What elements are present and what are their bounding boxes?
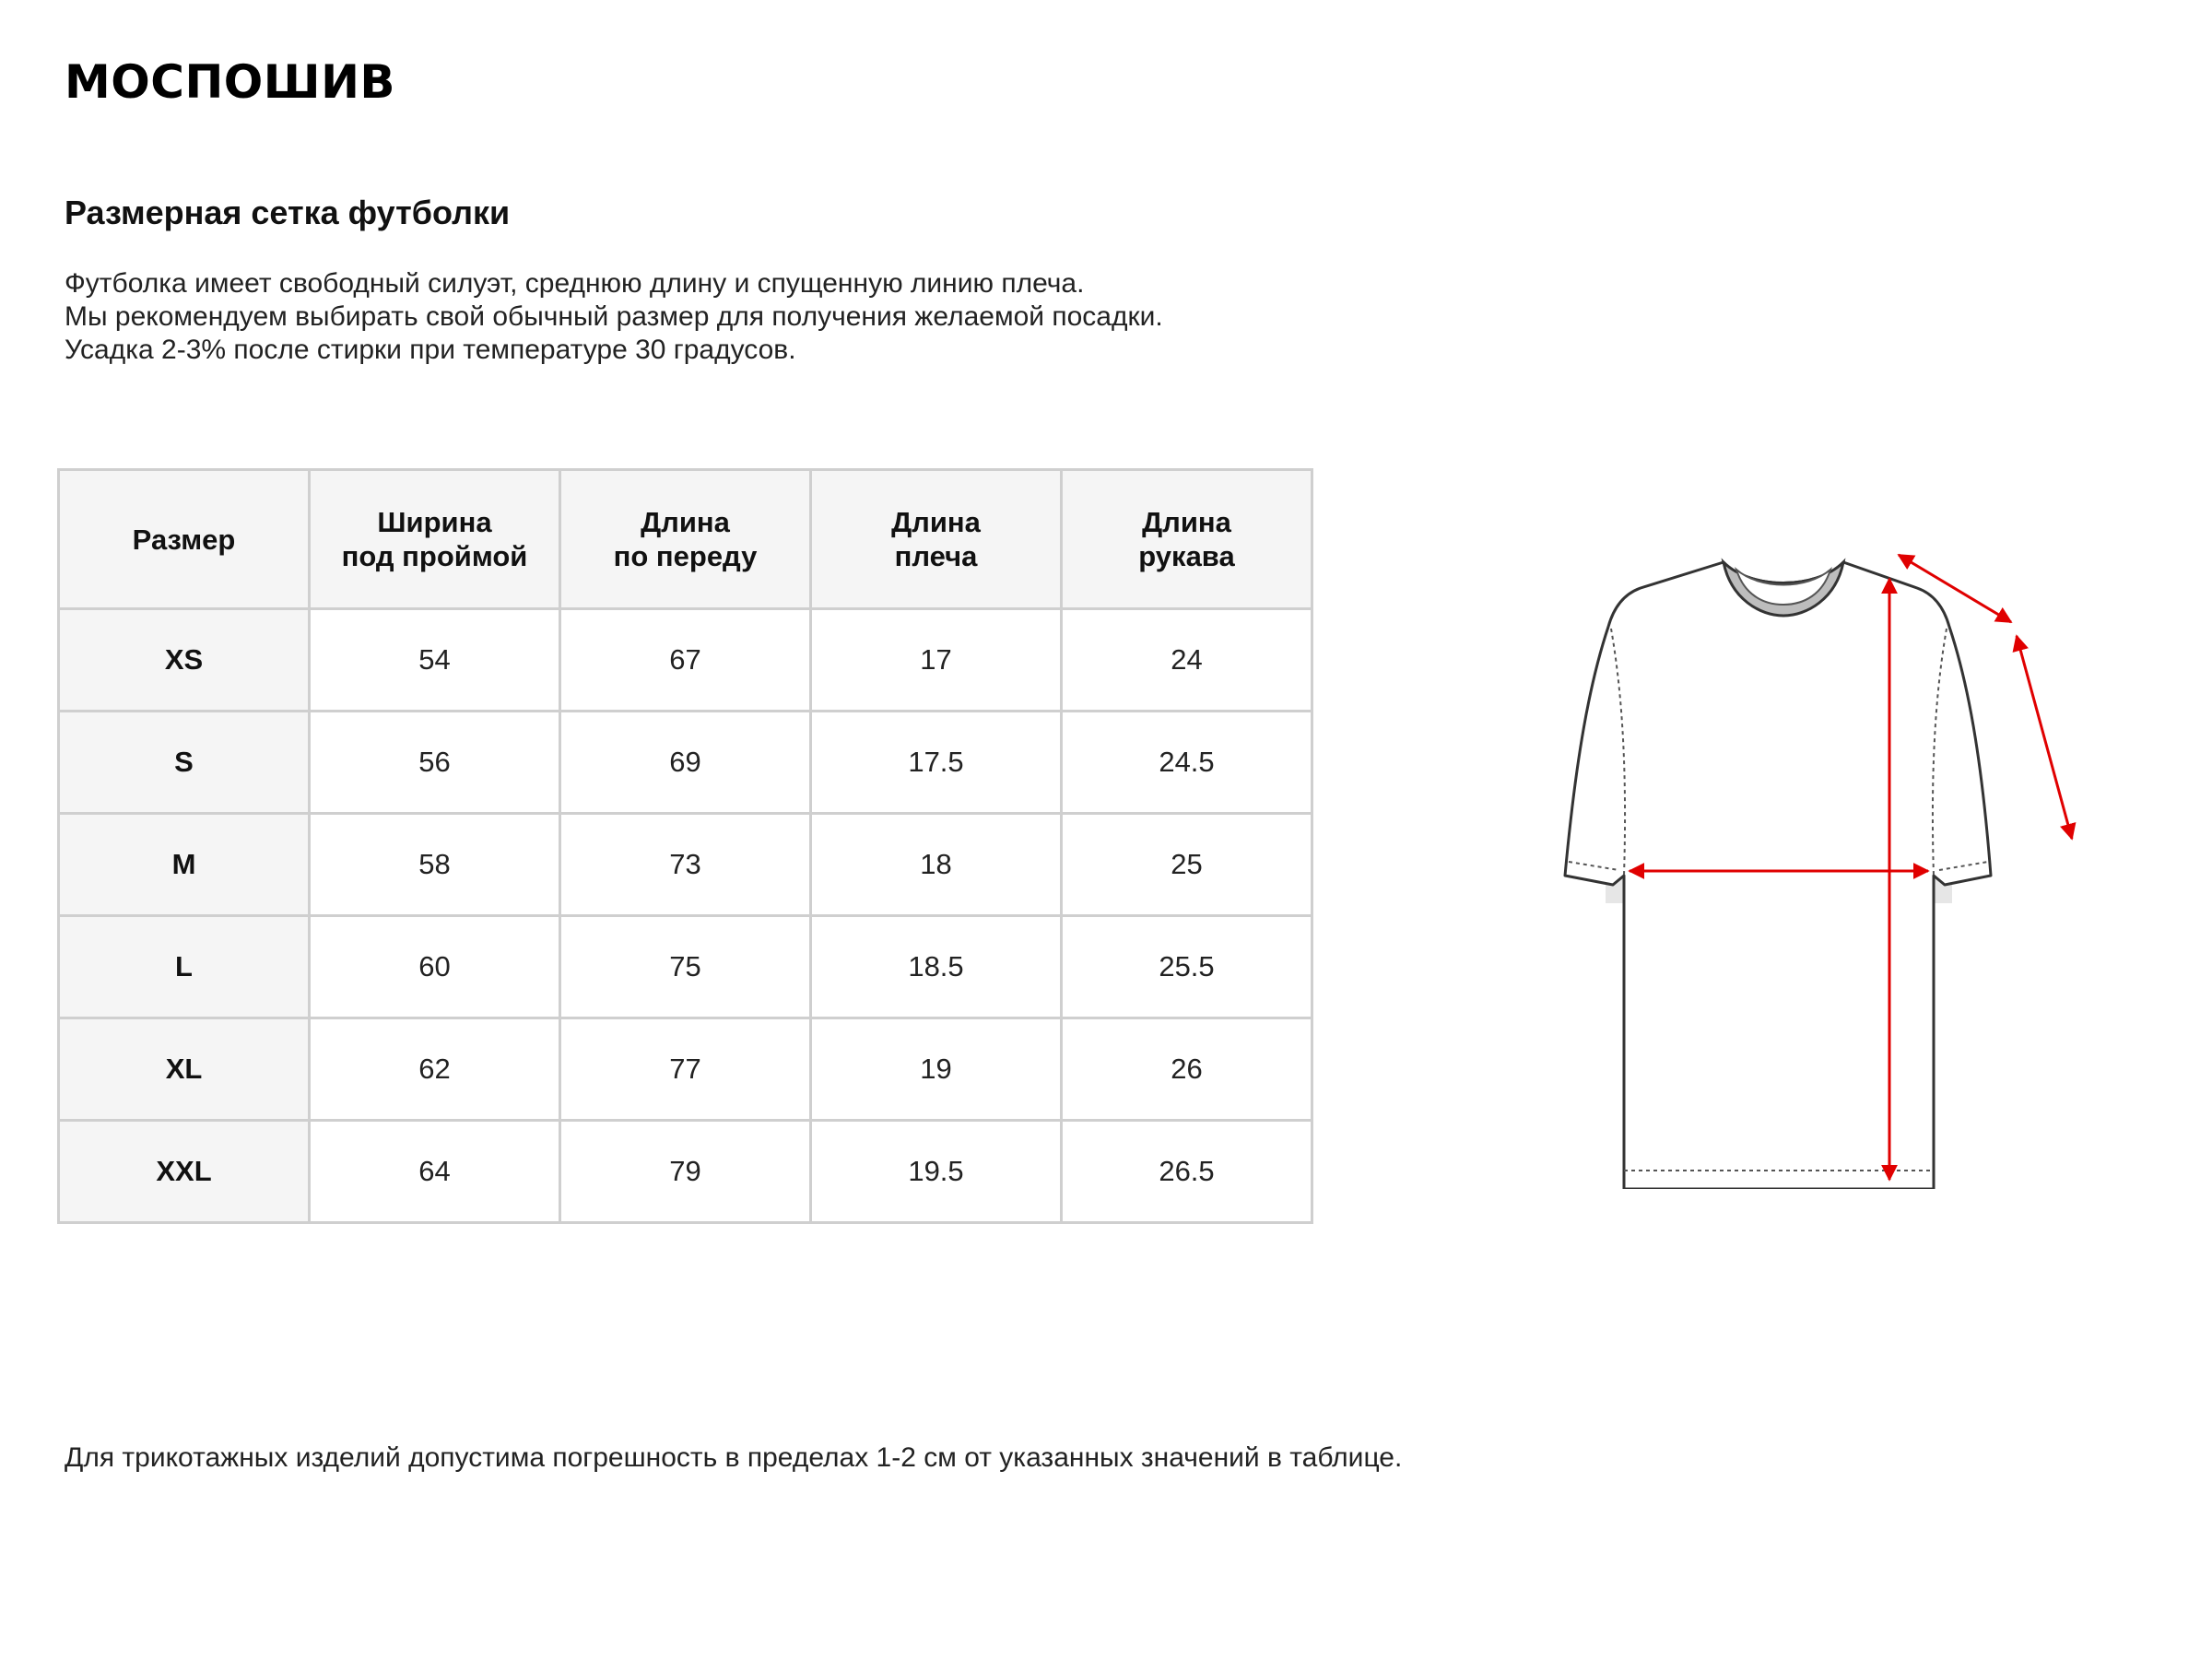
table-cell: 26.5 — [1062, 1121, 1312, 1223]
description-line-3: Усадка 2-3% после стирки при температуре 30 градусов. — [65, 335, 796, 365]
table-cell: 60 — [310, 916, 560, 1018]
table-row — [59, 916, 1312, 1018]
table-cell: 18.5 — [811, 916, 1062, 1018]
size-cell: S — [59, 712, 310, 814]
table-cell: 18 — [811, 814, 1062, 916]
table-cell: 17.5 — [811, 712, 1062, 814]
table-cell: 54 — [310, 609, 560, 712]
header-line: Длина — [891, 506, 981, 538]
table-cell: 69 — [560, 712, 811, 814]
table-cell: 24 — [1062, 609, 1312, 712]
table-cell: 56 — [310, 712, 560, 814]
sleeve-arrow — [2017, 636, 2072, 839]
table-cell: 64 — [310, 1121, 560, 1223]
table-cell: 75 — [560, 916, 811, 1018]
table-cell: 19.5 — [811, 1121, 1062, 1223]
table-cell: 62 — [310, 1018, 560, 1121]
page-title: Размерная сетка футболки — [65, 194, 511, 231]
table-row — [59, 609, 1312, 712]
header-size — [59, 470, 310, 609]
size-table — [57, 468, 1313, 1224]
header-line: Длина — [641, 506, 730, 538]
table-row — [59, 1018, 1312, 1121]
header-front-length — [560, 470, 811, 609]
table-row — [59, 1121, 1312, 1223]
table-cell: 26 — [1062, 1018, 1312, 1121]
description — [65, 267, 1163, 367]
header-shoulder-length — [811, 470, 1062, 609]
header-sleeve-length — [1062, 470, 1312, 609]
header-line: по переду — [613, 540, 758, 572]
table-cell: 58 — [310, 814, 560, 916]
description-line-2: Мы рекомендуем выбирать свой обычный размер для получения желаемой посадки. — [65, 301, 1163, 332]
table-cell: 25 — [1062, 814, 1312, 916]
table-cell: 17 — [811, 609, 1062, 712]
table-cell: 79 — [560, 1121, 811, 1223]
table-header-row — [59, 470, 1312, 609]
table-row — [59, 712, 1312, 814]
tolerance-note: Для трикотажных изделий допустима погрешность в пределах 1-2 см от указанных значений в таблице. — [65, 1442, 1403, 1473]
header-line: Длина — [1142, 506, 1231, 538]
table-cell: 77 — [560, 1018, 811, 1121]
table-cell: 25.5 — [1062, 916, 1312, 1018]
header-line: рукава — [1138, 540, 1235, 572]
size-cell: XL — [59, 1018, 310, 1121]
table-cell: 24.5 — [1062, 712, 1312, 814]
table-cell: 67 — [560, 609, 811, 712]
header-line: под проймой — [341, 540, 528, 572]
description-line-1: Футболка имеет свободный силуэт, среднюю длину и спущенную линию плеча. — [65, 268, 1085, 299]
table-cell: 73 — [560, 814, 811, 916]
size-cell: XS — [59, 609, 310, 712]
header-size-label: Размер — [132, 523, 236, 556]
header-width-armpit — [310, 470, 560, 609]
table-cell: 19 — [811, 1018, 1062, 1121]
header-line: Ширина — [377, 506, 492, 538]
tshirt-outline-icon — [1565, 562, 1991, 1189]
size-cell: M — [59, 814, 310, 916]
size-cell: XXL — [59, 1121, 310, 1223]
table-row — [59, 814, 1312, 916]
tshirt-measurement-diagram — [1512, 544, 2101, 1189]
brand-logo: МОСПОШИВ — [65, 55, 396, 109]
header-line: плеча — [894, 540, 978, 572]
size-cell: L — [59, 916, 310, 1018]
